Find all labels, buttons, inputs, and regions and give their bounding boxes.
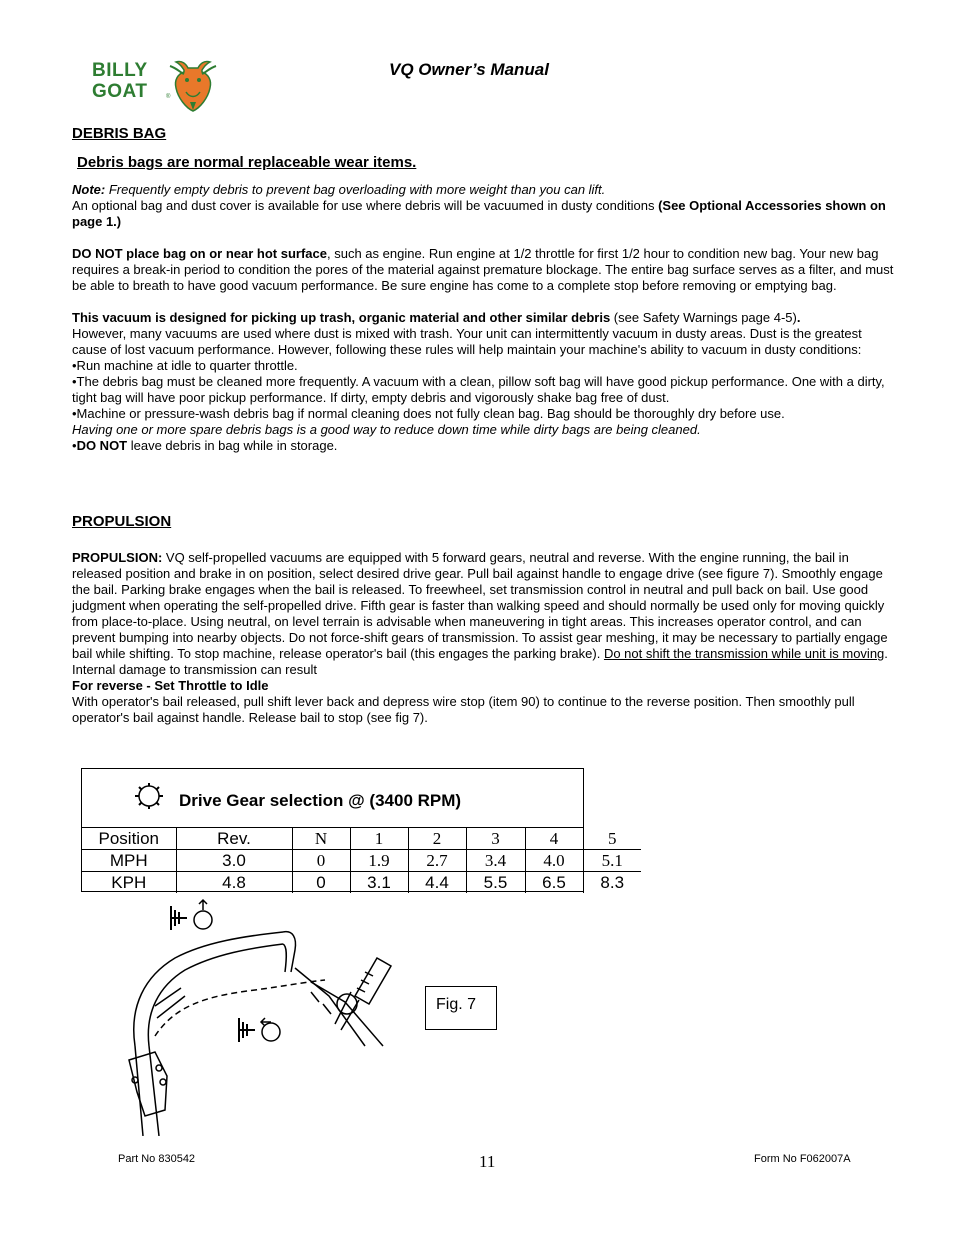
form-number: Form No F062007A (754, 1153, 851, 1165)
debris-bag-heading: DEBRIS BAG (72, 125, 167, 142)
propulsion-paragraph (72, 550, 894, 678)
hot-surface-warning: DO NOT place bag on or near hot surface (72, 246, 327, 261)
bullet-wash-bag: •Machine or pressure-wash debris bag if normal cleaning does not fully clean bag. Bag should be thoroughly dry before use. (72, 406, 785, 421)
propulsion-label: PROPULSION: (72, 550, 163, 565)
note-label: Note: (72, 182, 106, 197)
bullet-clean-bag: •The debris bag must be cleaned more frequently. A vacuum with a clean, pillow soft bag will have good pickup performance. One with a dirty, tight bag will have poor pickup performance. If dirty, empty debris and vigorously shake bag free of dust. (72, 374, 885, 405)
manual-title: VQ Owner’s Manual (389, 60, 549, 79)
propulsion-heading: PROPULSION (72, 513, 172, 530)
table-cell: 0 (292, 850, 350, 872)
table-row (82, 828, 641, 850)
table-cell: KPH (82, 872, 176, 894)
bail-released-symbol (239, 1018, 280, 1042)
designed-for-bold: This vacuum is designed for picking up trash, organic material and other similar debris (72, 310, 611, 325)
designed-for-period: . (796, 310, 801, 325)
hot-surface-text: , such as engine. Run engine at 1/2 throttle for first 1/2 hour to condition new bag. Your new bag requires a break-in period to condition the pores of the material against premature blockage. The entire bag surface serves as a filter, and must be able to breath to have good vacuum performance. Be sure engine has come to a complete stop before removing or emptying bag. (72, 246, 894, 293)
bail-engaged-symbol (171, 900, 212, 930)
page-number: 11 (479, 1152, 496, 1171)
handle-bracket (129, 1052, 167, 1116)
table-cell: 1 (350, 828, 408, 850)
propulsion-body (72, 550, 894, 726)
table-cell: 1.9 (350, 850, 408, 872)
reverse-text: With operator's bail released, pull shift lever back and depress wire stop (item 90) to continue to the reverse position. Then smoothly pull operator's bail against handle. Release bail to stop (see fig 7). (72, 694, 855, 725)
table-cell: 3.4 (466, 850, 525, 872)
table-cell: 3.0 (176, 850, 292, 872)
table-row (82, 850, 641, 872)
dust-paragraph: However, many vacuums are used where dust is mixed with trash. Your unit can intermittently vacuum in dusty areas. Dust is the greatest cause of lost vacuum performance. However, following these rules will help maintain your machine's ability to vacuum in dusty conditions: (72, 326, 862, 357)
reverse-heading: For reverse - Set Throttle to Idle (72, 678, 269, 693)
table-row (82, 872, 641, 894)
propulsion-text: VQ self-propelled vacuums are equipped with 5 forward gears, neutral and reverse. With the engine running, the bail in released position and brake in on position, select desired drive gear. Pull bail against handle to engage drive (see figure 7). Smoothly engage the bail. Parking brake engages when the bail is released. To freewheel, set transmission control in neutral and pull back on bail. Use good judgment when operating the self-propelled drive. Fifth gear is faster than walking speed and should normally be used only for moving quickly from place-to-place. Using neutral, on level terrain is advisable when maneuvering in tight areas. This increases operator control, and can prevent bumping into nearby objects. Do not force-shift gears of transmission. To assist gear meshing, it may be necessary to partially engage bail while shifting. To stop machine, release operator's bail (this engages the parking brake). (72, 550, 888, 661)
debris-bag-subheading: Debris bags are normal replaceable wear items. (77, 154, 417, 171)
drive-gear-table (81, 768, 625, 892)
table-cell: 4.4 (408, 872, 466, 894)
bullet-storage-bold: DO NOT (76, 438, 128, 453)
note-paragraph (72, 182, 894, 198)
handle-outline (134, 932, 296, 1136)
logo-registered-mark: ® (166, 94, 171, 100)
logo-text-goat: GOAT (92, 81, 148, 102)
spare-bags-note: Having one or more spare debris bags is a good way to reduce down time while dirty bags are being cleaned. (72, 422, 701, 437)
table-cell: 5.1 (583, 850, 641, 872)
table-cell: N (292, 828, 350, 850)
bullet-storage (72, 438, 894, 454)
designed-for-paragraph (72, 310, 894, 326)
logo-text-billy: BILLY (92, 60, 148, 81)
table-cell: 5 (583, 828, 641, 850)
shift-lever (295, 958, 391, 1046)
debris-bag-body (72, 182, 894, 454)
table-cell: 2.7 (408, 850, 466, 872)
table-cell: 8.3 (583, 872, 641, 894)
table-cell: 4.8 (176, 872, 292, 894)
optional-accessories-paragraph (72, 198, 894, 230)
designed-for-reference: (see Safety Warnings page 4-5) (610, 310, 797, 325)
table-cell: 3.1 (350, 872, 408, 894)
figure-label: Fig. 7 (436, 996, 477, 1013)
handle-bail-illustration (115, 896, 415, 1136)
table-cell: 0 (292, 872, 350, 894)
table-cell: Rev. (176, 828, 292, 850)
goat-head-icon (168, 58, 218, 112)
table-cell: 5.5 (466, 872, 525, 894)
hot-surface-paragraph (72, 246, 894, 294)
part-number: Part No 830542 (118, 1153, 196, 1165)
note-text: Frequently empty debris to prevent bag overloading with more weight than you can lift. (105, 182, 606, 197)
table-cell: 3 (466, 828, 525, 850)
bullet-storage-prefix: • (72, 438, 77, 453)
table-cell: MPH (82, 850, 176, 872)
table-cell: Position (82, 828, 176, 850)
optional-text: An optional bag and dust cover is available for use where debris will be vacuumed in dusty conditions (72, 198, 659, 213)
bullet-storage-text: leave debris in bag while in storage. (127, 438, 338, 453)
figure-label-box (425, 986, 497, 1030)
table-cell: 6.5 (525, 872, 583, 894)
gear-values-table (82, 828, 641, 893)
gear-table-title-row (82, 769, 583, 828)
bullet-idle: •Run machine at idle to quarter throttle. (72, 358, 298, 373)
table-cell: 2 (408, 828, 466, 850)
gear-icon (132, 781, 166, 811)
table-cell: 4.0 (525, 850, 583, 872)
table-cell: 4 (525, 828, 583, 850)
propulsion-warning-underlined: Do not shift the transmission while unit is moving (603, 646, 885, 661)
billy-goat-logo (92, 58, 220, 112)
optional-accessories-reference: (See Optional Accessories shown on page 1.) (72, 198, 886, 229)
propulsion-text-end: . Internal damage to transmission can result (72, 646, 888, 677)
gear-table-title: Drive Gear selection @ (3400 RPM) (179, 791, 462, 810)
